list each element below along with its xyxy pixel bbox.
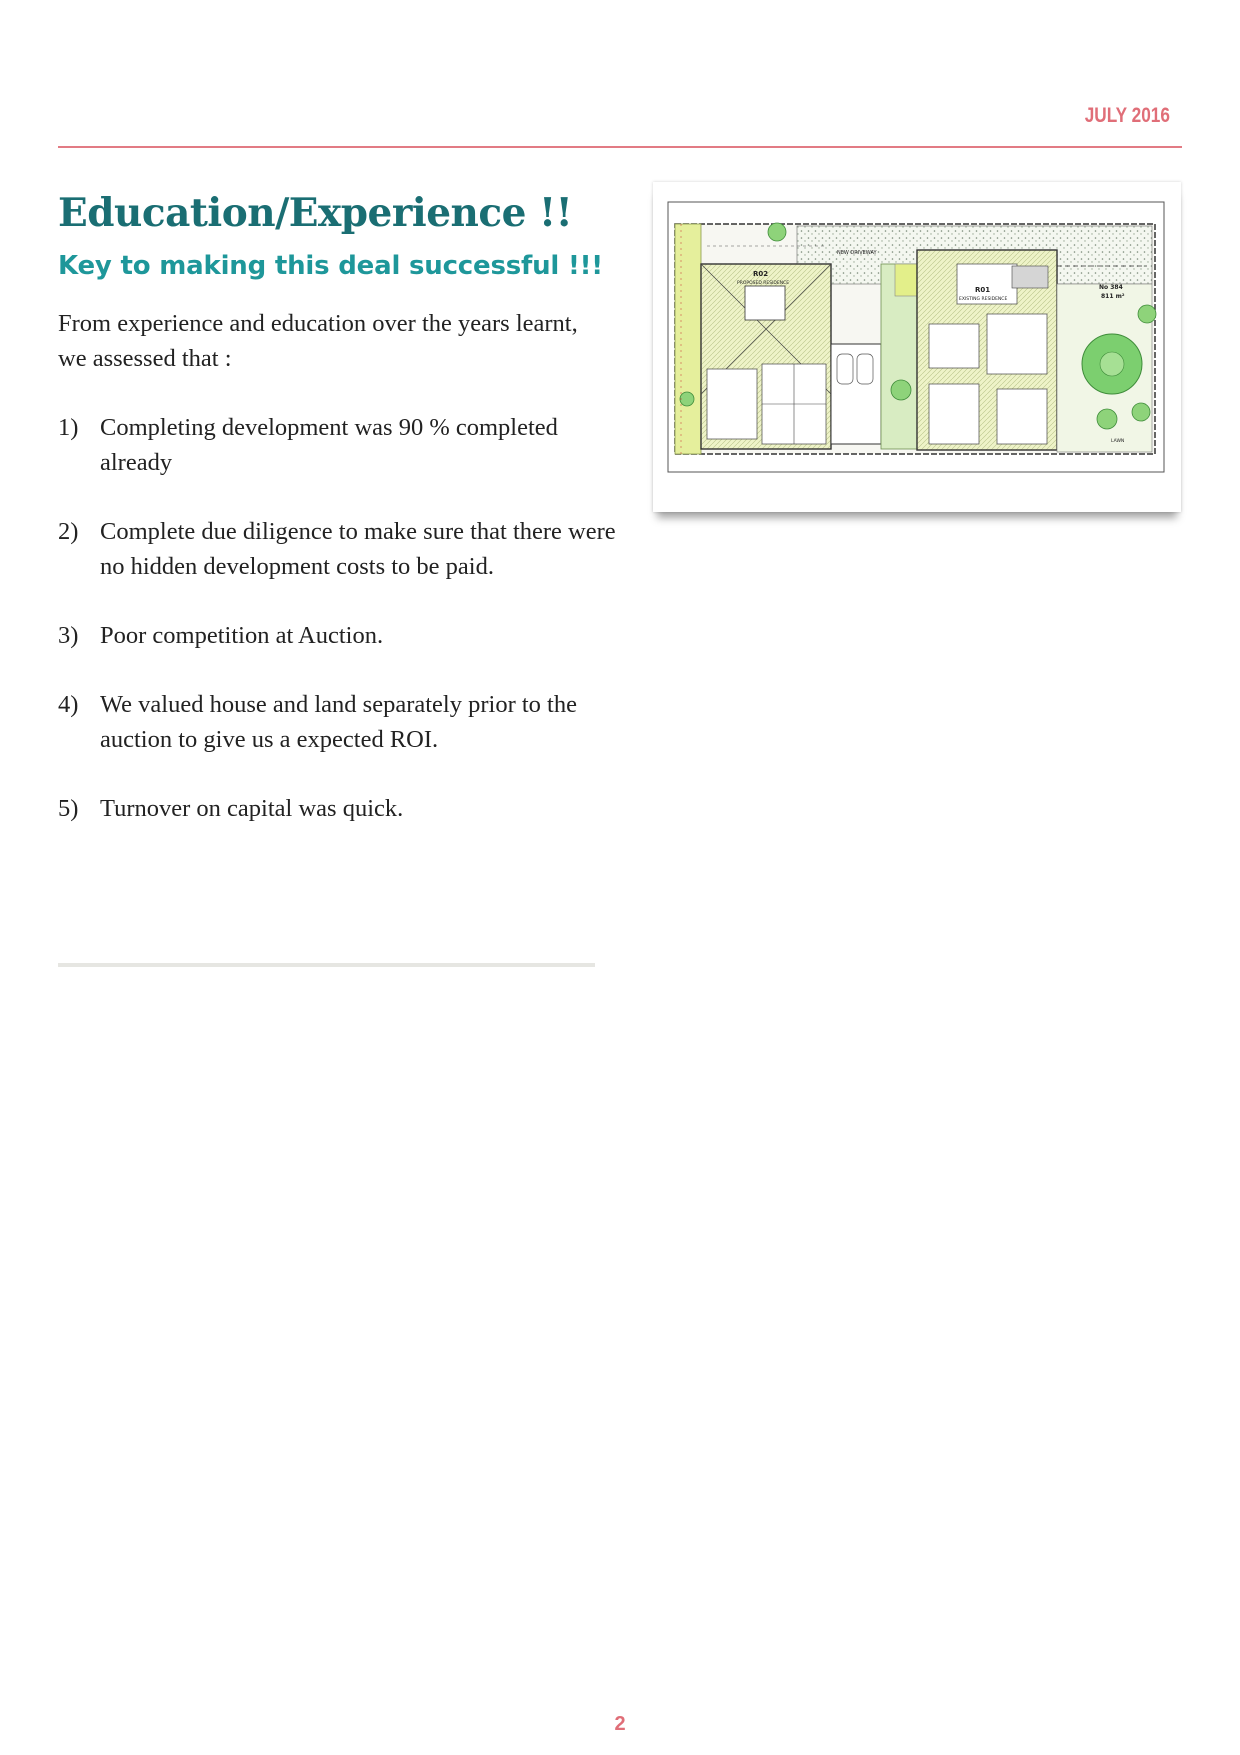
lawn-label: LAWN bbox=[1111, 439, 1125, 444]
driveway-label: NEW DRIVEWAY bbox=[837, 250, 877, 256]
r01-label: R01 bbox=[975, 286, 991, 294]
site-plan-figure bbox=[653, 182, 1181, 512]
r02-sublabel: PROPOSED RESIDENCE bbox=[737, 281, 790, 286]
list-item bbox=[58, 410, 618, 480]
header-divider bbox=[58, 146, 1182, 148]
r01-building bbox=[917, 250, 1057, 450]
list-item-number: 4) bbox=[58, 691, 79, 718]
key-points-list bbox=[58, 410, 618, 860]
list-item-number: 5) bbox=[58, 795, 79, 822]
list-item bbox=[58, 791, 618, 826]
intro-paragraph: From experience and education over the years learnt, we assessed that : bbox=[58, 310, 578, 372]
r02-building bbox=[701, 264, 831, 449]
list-item-number: 1) bbox=[58, 414, 79, 441]
list-item-text: Completing development was 90 % completed already bbox=[100, 414, 558, 476]
list-item bbox=[58, 618, 618, 653]
list-item-text: Complete due diligence to make sure that there were no hidden development costs to be paid. bbox=[100, 518, 616, 580]
list-item bbox=[58, 687, 618, 757]
page-number: 2 bbox=[614, 1713, 626, 1735]
lot-area-label: 811 m² bbox=[1101, 293, 1125, 300]
list-item-text: Turnover on capital was quick. bbox=[100, 795, 404, 822]
list-item-text: We valued house and land separately prior to the auction to give us a expected ROI. bbox=[100, 691, 577, 753]
lot-number-label: No 384 bbox=[1099, 284, 1123, 291]
r01-sublabel: EXISTING RESIDENCE bbox=[959, 297, 1008, 302]
section-divider bbox=[58, 963, 595, 967]
r02-label: R02 bbox=[753, 270, 769, 278]
list-item bbox=[58, 514, 618, 584]
list-item-text: Poor competition at Auction. bbox=[100, 622, 384, 649]
list-item-number: 2) bbox=[58, 518, 79, 545]
article-title: Education/Experience !! bbox=[58, 190, 573, 236]
list-item-number: 3) bbox=[58, 622, 79, 649]
article-subtitle: Key to making this deal successful !!! bbox=[58, 251, 603, 281]
site-plan-drawing bbox=[667, 194, 1167, 479]
header-date: JULY 2016 bbox=[1084, 104, 1170, 127]
